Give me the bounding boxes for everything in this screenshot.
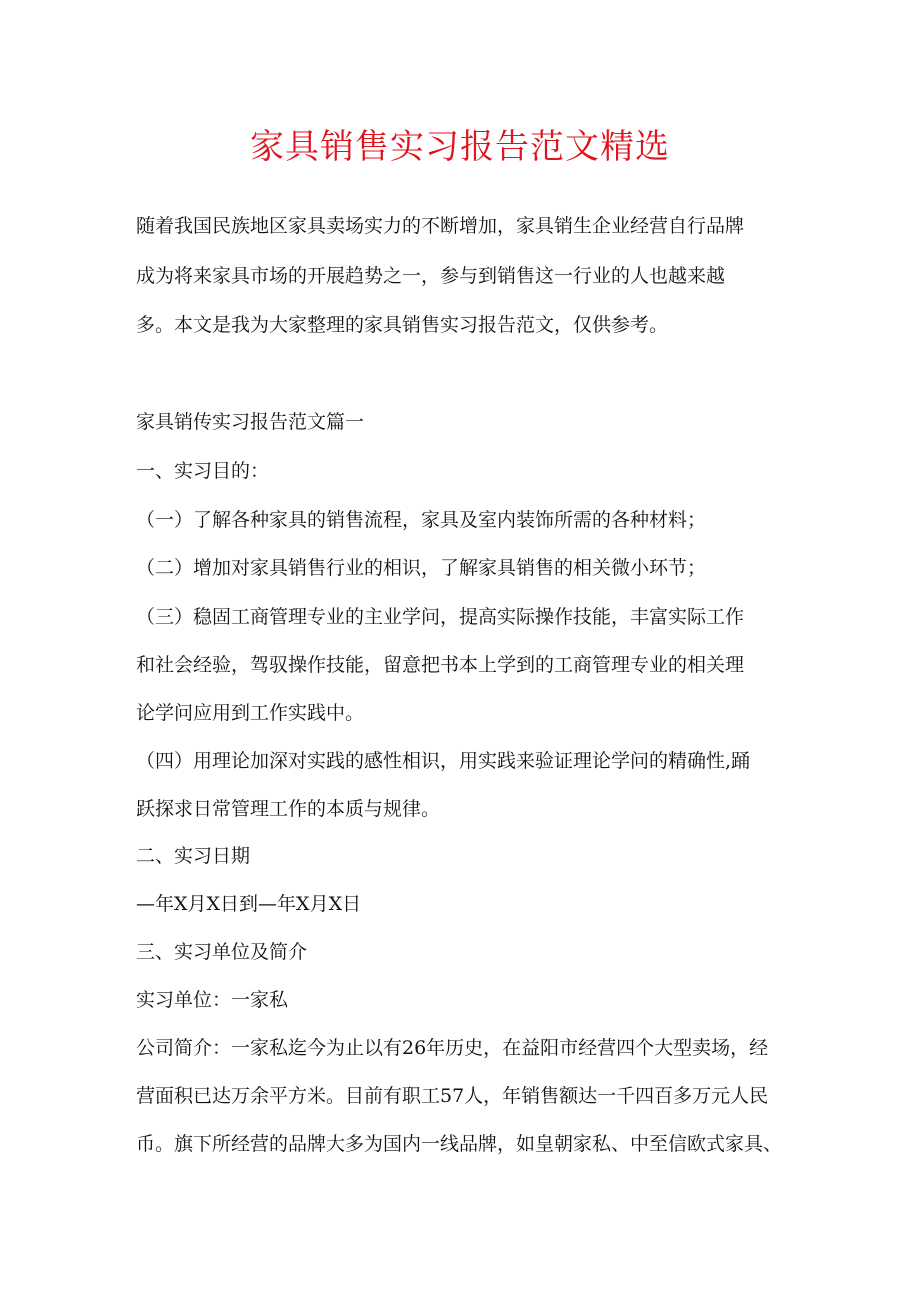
purpose-item-3-line-1: （三）稳固工商管理专业的主业学问，提高实际操作技能，丰富实际工作 (136, 606, 745, 628)
intro-line-2: 成为将来家具市场的开展趋势之一，参与到销售这一行业的人也越来越 (136, 265, 726, 287)
internship-unit: 实习单位：一家私 (136, 989, 289, 1011)
purpose-item-4-line-1: （四）用理论加深对实践的感性相识，用实践来验证理论学问的精确性,踊 (136, 750, 751, 772)
section-heading-article-one: 家具销传实习报告范文篇一 (136, 411, 365, 433)
purpose-item-4-line-2: 跃探求日常管理工作的本质与规律。 (136, 798, 441, 820)
heading-unit: 三、实习单位及简介 (136, 941, 308, 963)
document-title: 家具销售实习报告范文精选 (250, 127, 670, 167)
purpose-item-3-line-3: 论学问应用到工作实践中。 (136, 702, 365, 724)
internship-dates: —年X月X日到—年X月X日 (136, 893, 362, 915)
intro-line-1: 随着我国民族地区家具卖场实力的不断增加，家具销生企业经营自行品牌 (136, 215, 745, 237)
heading-purpose: 一、实习目的： (136, 460, 270, 482)
purpose-item-2: （二）增加对家具销售行业的相识，了解家具销售的相关微小环节； (136, 557, 707, 579)
company-intro-line-3: 币。旗下所经营的品牌大多为国内一线品牌，如皇朝家私、中至信欧式家具、 (136, 1133, 783, 1155)
company-intro-line-2: 营面积已达万余平方米。目前有职工57人，年销售额达一千四百多万元人民 (136, 1085, 769, 1107)
purpose-item-1: （一）了解各种家具的销售流程，家具及室内装饰所需的各种材料； (136, 509, 707, 531)
purpose-item-3-line-2: 和社会经验，驾驭操作技能，留意把书本上学到的工商管理专业的相关理 (136, 654, 745, 676)
company-intro-line-1: 公司简介：一家私迄今为止以有26年历史，在益阳市经营四个大型卖场，经 (136, 1037, 769, 1059)
intro-line-3: 多。本文是我为大家整理的家具销售实习报告范文，仅供参考。 (136, 314, 669, 336)
heading-dates: 二、实习日期 (136, 845, 251, 867)
